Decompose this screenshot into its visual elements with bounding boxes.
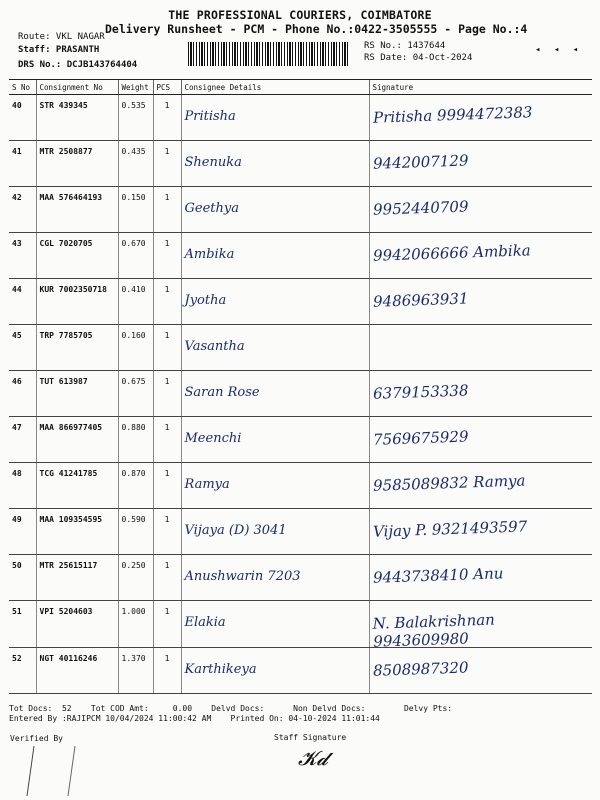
row-weight: 1.370 xyxy=(118,648,153,694)
row-consignment: STR 439345 xyxy=(36,95,118,141)
verified-by-label: Verified By xyxy=(10,734,63,743)
signature-handwriting: Pritisha 9994472383 xyxy=(372,103,533,127)
table-row xyxy=(9,463,592,509)
row-signature xyxy=(369,417,592,463)
table-row xyxy=(9,187,592,233)
row-sno: 43 xyxy=(9,233,36,279)
row-signature xyxy=(369,279,592,325)
row-consignment: MTR 25615117 xyxy=(36,555,118,601)
row-consignee xyxy=(181,325,369,371)
rs-date: RS Date: 04-Oct-2024 xyxy=(364,53,473,63)
row-pcs: 1 xyxy=(153,463,181,509)
table-header-row xyxy=(9,80,592,95)
signature-handwriting: 6379153338 xyxy=(372,381,469,403)
consignee-handwriting: Ambika xyxy=(184,247,235,262)
row-weight: 0.535 xyxy=(118,95,153,141)
row-consignee xyxy=(181,417,369,463)
row-signature xyxy=(369,233,592,279)
row-pcs: 1 xyxy=(153,509,181,555)
consignee-handwriting: Meenchi xyxy=(184,431,242,446)
signature-handwriting: 7569675929 xyxy=(372,427,469,449)
row-weight: 0.150 xyxy=(118,187,153,233)
row-consignee xyxy=(181,141,369,187)
delivery-table xyxy=(9,79,592,694)
signature-handwriting: 9486963931 xyxy=(372,289,469,311)
consignee-handwriting: Vijaya (D) 3041 xyxy=(184,523,287,538)
table-row xyxy=(9,325,592,371)
row-sno: 50 xyxy=(9,555,36,601)
row-consignment: TCG 41241785 xyxy=(36,463,118,509)
row-consignment: NGT 40116246 xyxy=(36,648,118,694)
row-pcs: 1 xyxy=(153,233,181,279)
row-signature xyxy=(369,555,592,601)
table-row xyxy=(9,417,592,463)
row-signature xyxy=(369,601,592,651)
row-sno: 41 xyxy=(9,141,36,187)
col-consignee: Consignee Details xyxy=(181,80,369,95)
arrow-marks-icon: ◂ ◂ ◂ xyxy=(535,45,583,55)
row-weight: 0.250 xyxy=(118,555,153,601)
row-sno: 52 xyxy=(9,648,36,694)
consignee-handwriting: Jyotha xyxy=(184,293,227,308)
consignee-handwriting: Karthikeya xyxy=(184,662,257,677)
runsheet-subtitle: Delivery Runsheet - PCM - Phone No.:0422-3505555 - Page No.:4 xyxy=(105,22,528,36)
table-row xyxy=(9,371,592,417)
table-row xyxy=(9,601,592,648)
signature-handwriting: 9952440709 xyxy=(372,197,469,219)
route-label: Route: VKL NAGAR xyxy=(18,32,105,42)
row-consignment: TUT 613987 xyxy=(36,371,118,417)
staff-label: Staff: PRASANTH xyxy=(18,45,100,55)
row-signature xyxy=(369,509,592,555)
verifier-signature-scribble xyxy=(26,746,75,796)
row-consignment: MAA 866977405 xyxy=(36,417,118,463)
staff-signature-scribble: 𝓚𝓭 xyxy=(298,746,329,770)
consignee-handwriting: Vasantha xyxy=(184,339,245,354)
row-weight: 0.590 xyxy=(118,509,153,555)
row-sno: 51 xyxy=(9,601,36,648)
entered-line: Entered By :RAJIPCM 10/04/2024 11:00:42 AM Printed On: 04-10-2024 11:01:44 xyxy=(9,714,380,723)
row-pcs: 1 xyxy=(153,325,181,371)
row-consignee xyxy=(181,648,369,694)
row-sno: 49 xyxy=(9,509,36,555)
row-consignee xyxy=(181,279,369,325)
totals-line: Tot Docs: 52 Tot COD Amt: 0.00 Delvd Docs: Non Delvd Docs: Delvy Pts: xyxy=(9,704,453,713)
signature-handwriting: 8508987320 xyxy=(372,658,469,680)
row-pcs: 1 xyxy=(153,417,181,463)
col-sno: S No xyxy=(9,80,36,95)
row-consignee xyxy=(181,233,369,279)
consignee-handwriting: Elakia xyxy=(184,615,226,630)
row-signature xyxy=(369,371,592,417)
consignee-handwriting: Geethya xyxy=(184,201,239,216)
table-row xyxy=(9,141,592,187)
row-sno: 48 xyxy=(9,463,36,509)
row-sno: 44 xyxy=(9,279,36,325)
row-consignee xyxy=(181,601,369,648)
row-signature xyxy=(369,463,592,509)
row-pcs: 1 xyxy=(153,279,181,325)
rs-number: RS No.: 1437644 xyxy=(364,41,446,51)
row-sno: 47 xyxy=(9,417,36,463)
signature-handwriting: 9443738410 Anu xyxy=(372,564,504,587)
signature-handwriting: 9585089832 Ramya xyxy=(372,471,526,495)
row-pcs: 1 xyxy=(153,187,181,233)
row-consignee xyxy=(181,509,369,555)
col-consignment: Consignment No xyxy=(36,80,118,95)
col-weight: Weight xyxy=(118,80,153,95)
drs-number: DRS No.: DCJB143764404 xyxy=(18,60,138,70)
row-weight: 0.410 xyxy=(118,279,153,325)
col-signature: Signature xyxy=(369,80,592,95)
consignee-handwriting: Pritisha xyxy=(184,109,236,124)
table-row xyxy=(9,95,592,141)
consignee-handwriting: Shenuka xyxy=(184,155,242,170)
barcode-image xyxy=(188,42,350,66)
signature-handwriting: 9442007129 xyxy=(372,151,469,173)
table-row xyxy=(9,555,592,601)
table-row xyxy=(9,509,592,555)
consignee-handwriting: Anushwarin 7203 xyxy=(184,569,301,584)
row-weight: 0.675 xyxy=(118,371,153,417)
row-weight: 0.870 xyxy=(118,463,153,509)
row-pcs: 1 xyxy=(153,141,181,187)
row-consignment: TRP 7785705 xyxy=(36,325,118,371)
row-pcs: 1 xyxy=(153,601,181,648)
row-signature xyxy=(369,141,592,187)
row-consignee xyxy=(181,371,369,417)
table-row xyxy=(9,233,592,279)
row-consignee xyxy=(181,95,369,141)
signature-handwriting xyxy=(373,331,589,339)
company-title: THE PROFESSIONAL COURIERS, COIMBATORE xyxy=(168,8,432,22)
col-pcs: PCS xyxy=(153,80,181,95)
row-signature xyxy=(369,95,592,141)
row-pcs: 1 xyxy=(153,555,181,601)
staff-signature-label: Staff Signature xyxy=(274,733,347,742)
row-signature xyxy=(369,187,592,233)
row-consignment: MTR 2508877 xyxy=(36,141,118,187)
signature-handwriting: Vijay P. 9321493597 xyxy=(372,517,528,541)
signature-handwriting: N. Balakrishnan 9943609980 xyxy=(371,610,495,651)
row-pcs: 1 xyxy=(153,95,181,141)
row-weight: 0.880 xyxy=(118,417,153,463)
row-consignee xyxy=(181,555,369,601)
row-weight: 1.000 xyxy=(118,601,153,648)
row-weight: 0.435 xyxy=(118,141,153,187)
row-consignment: MAA 109354595 xyxy=(36,509,118,555)
row-consignee xyxy=(181,463,369,509)
row-signature xyxy=(369,648,592,694)
table-row xyxy=(9,279,592,325)
consignee-handwriting: Saran Rose xyxy=(184,385,260,400)
row-signature xyxy=(369,325,592,371)
row-consignment: CGL 7020705 xyxy=(36,233,118,279)
table-row xyxy=(9,648,592,694)
row-consignment: KUR 7002350718 xyxy=(36,279,118,325)
row-sno: 40 xyxy=(9,95,36,141)
row-consignment: VPI 5204603 xyxy=(36,601,118,648)
row-weight: 0.670 xyxy=(118,233,153,279)
row-sno: 42 xyxy=(9,187,36,233)
row-pcs: 1 xyxy=(153,371,181,417)
row-weight: 0.160 xyxy=(118,325,153,371)
row-consignment: MAA 576464193 xyxy=(36,187,118,233)
signature-handwriting: 9942066666 Ambika xyxy=(372,241,531,265)
row-sno: 46 xyxy=(9,371,36,417)
row-pcs: 1 xyxy=(153,648,181,694)
row-sno: 45 xyxy=(9,325,36,371)
row-consignee xyxy=(181,187,369,233)
consignee-handwriting: Ramya xyxy=(184,477,230,492)
